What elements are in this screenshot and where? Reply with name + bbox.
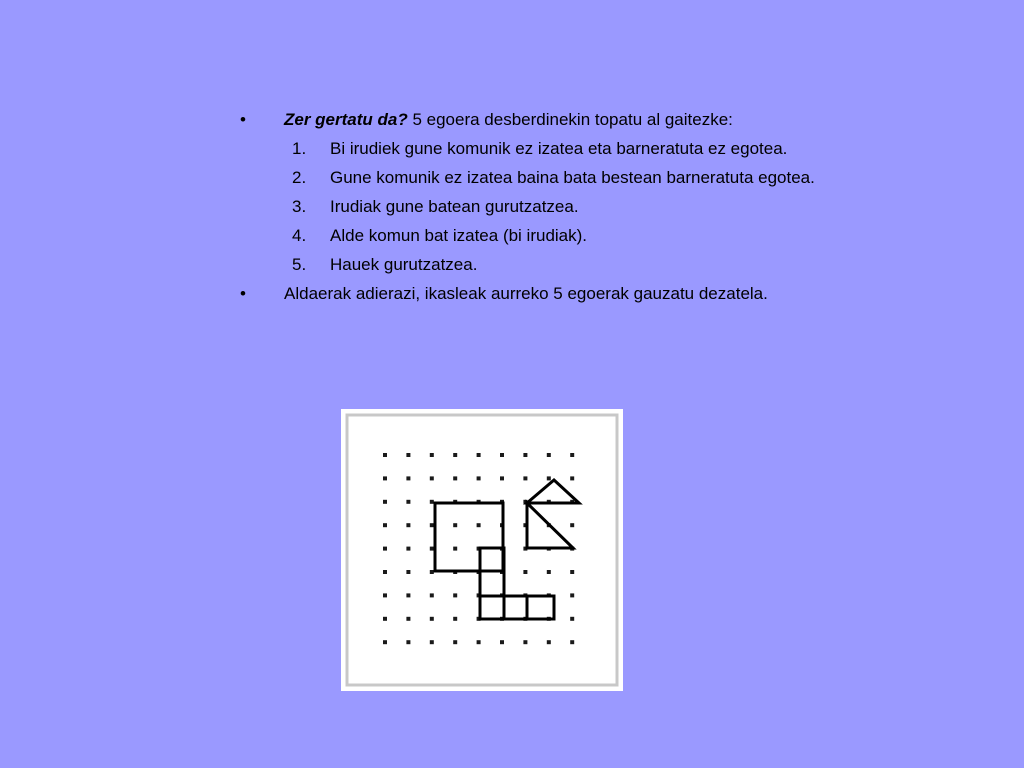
geoboard-dot	[383, 476, 387, 480]
situation-text: Alde komun bat izatea (bi irudiak).	[330, 226, 588, 245]
geoboard-dot	[406, 593, 410, 597]
geoboard-dot	[406, 523, 410, 527]
geoboard-dot	[453, 593, 457, 597]
geoboard-dot	[406, 500, 410, 504]
situation-text: Gune komunik ez izatea baina bata bestean barneratuta egotea.	[330, 168, 815, 187]
situation-item	[238, 166, 878, 189]
geoboard-dot	[547, 453, 551, 457]
geoboard-dot	[570, 570, 574, 574]
geoboard-dot	[383, 500, 387, 504]
geoboard-dot	[430, 640, 434, 644]
geoboard-dot	[383, 593, 387, 597]
bullet-mark: •	[240, 284, 246, 303]
bullet-mark: •	[240, 110, 246, 129]
geoboard-dot	[523, 570, 527, 574]
geoboard-dot	[453, 523, 457, 527]
situation-item	[238, 224, 878, 247]
situation-number: 2.	[292, 168, 307, 187]
geoboard-dot	[383, 453, 387, 457]
situation-number: 1.	[292, 139, 307, 158]
geoboard-dot	[570, 617, 574, 621]
geoboard-dot	[570, 593, 574, 597]
geoboard-dot	[406, 547, 410, 551]
bullet-item-variations	[238, 282, 878, 305]
geoboard-dot	[430, 570, 434, 574]
geoboard-dot	[383, 570, 387, 574]
geoboard-dot	[570, 640, 574, 644]
geoboard-dot	[430, 593, 434, 597]
situations-list	[238, 137, 878, 276]
lower-triangle-shape	[527, 503, 573, 548]
bullet-item-question	[238, 108, 878, 131]
geoboard-dot	[547, 476, 551, 480]
geoboard-dot	[500, 453, 504, 457]
geoboard-dot	[406, 570, 410, 574]
situation-text: Hauek gurutzatzea.	[330, 255, 478, 274]
geoboard-dot	[430, 547, 434, 551]
variations-text: Aldaerak adierazi, ikasleak aurreko 5 egoerak gauzatu dezatela.	[284, 284, 768, 303]
geoboard-dot	[453, 476, 457, 480]
geoboard-dot	[430, 500, 434, 504]
geoboard-dot	[500, 640, 504, 644]
geoboard-dot	[547, 640, 551, 644]
geoboard-dot	[547, 570, 551, 574]
geoboard-dot	[383, 617, 387, 621]
geoboard-dot	[477, 523, 481, 527]
geoboard-dot	[523, 453, 527, 457]
geoboard-dot	[453, 547, 457, 551]
slide-content	[238, 108, 878, 311]
situation-number: 4.	[292, 226, 307, 245]
geoboard-dot	[570, 453, 574, 457]
geoboard-dot	[477, 453, 481, 457]
geoboard-frame	[347, 415, 617, 685]
geoboard-dot	[477, 476, 481, 480]
geoboard-image	[341, 409, 623, 691]
situation-text: Bi irudiek gune komunik ez izatea eta barneratuta ez egotea.	[330, 139, 788, 158]
geoboard-dot	[523, 640, 527, 644]
situation-number: 3.	[292, 197, 307, 216]
geoboard-dot	[430, 476, 434, 480]
geoboard-dot	[500, 476, 504, 480]
geoboard-dot	[430, 523, 434, 527]
geoboard-dot	[570, 523, 574, 527]
geoboard-dot	[406, 640, 410, 644]
geoboard-dot	[383, 547, 387, 551]
large-square-shape	[435, 503, 503, 571]
geoboard-dot	[430, 453, 434, 457]
situation-text: Irudiak gune batean gurutzatzea.	[330, 197, 579, 216]
tall-rectangle-shape	[480, 548, 504, 619]
upper-triangle-shape	[527, 480, 579, 503]
geoboard-dot	[430, 617, 434, 621]
question-text: 5 egoera desberdinekin topatu al gaitezke:	[407, 110, 733, 129]
geoboard-dot	[383, 640, 387, 644]
geoboard-dot	[406, 617, 410, 621]
geoboard-dot	[523, 476, 527, 480]
bottom-rectangle-shape	[480, 596, 554, 619]
geoboard-dot	[570, 476, 574, 480]
geoboard-dot	[453, 617, 457, 621]
situation-item	[238, 195, 878, 218]
geoboard-dot	[453, 640, 457, 644]
geoboard-dot	[383, 523, 387, 527]
geoboard-dot	[406, 476, 410, 480]
geoboard-dot	[406, 453, 410, 457]
situation-item	[238, 137, 878, 160]
geoboard-dot	[453, 453, 457, 457]
geoboard	[341, 409, 623, 691]
geoboard-dot	[477, 640, 481, 644]
situation-number: 5.	[292, 255, 307, 274]
question-emphasis: Zer gertatu da?	[284, 110, 408, 129]
situation-item	[238, 253, 878, 276]
